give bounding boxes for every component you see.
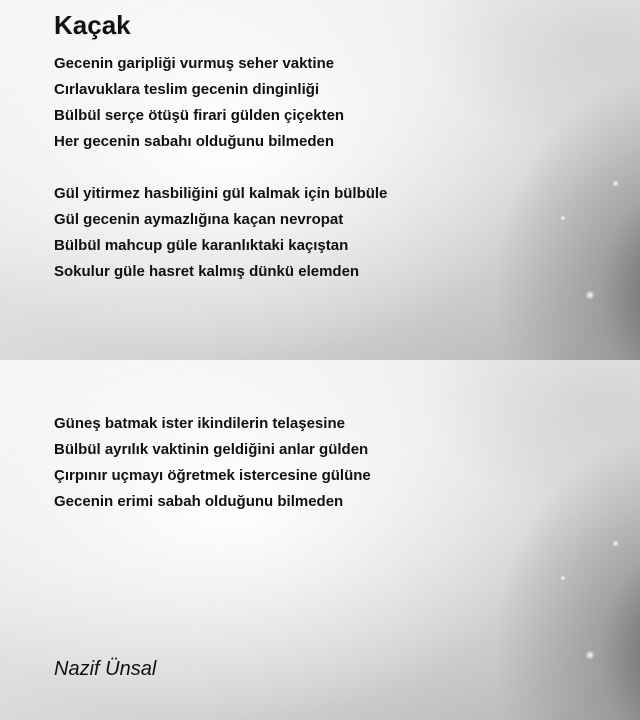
poem-title: Kaçak (54, 10, 131, 40)
poem-line: Güneş batmak ister ikindilerin telaşesine (54, 415, 345, 432)
sparkle-decoration (560, 575, 566, 581)
poem-line: Çırpınır uçmayı öğretmek istercesine gülüne (54, 467, 371, 484)
poem-author: Nazif Ünsal (54, 658, 157, 680)
poem-line: Gül yitirmez hasbiliğini gül kalmak için bülbüle (54, 185, 388, 202)
sparkle-decoration (612, 180, 619, 187)
stanza-2 (54, 181, 387, 285)
poem-line: Her gecenin sabahı olduğunu bilmeden (54, 133, 335, 150)
poem-panel-bottom (0, 360, 640, 720)
poem-line: Gecenin garipliği vurmuş seher vaktine (54, 55, 335, 72)
poem-line: Bülbül ayrılık vaktinin geldiğini anlar gülden (54, 441, 369, 458)
poem-line: Bülbül mahcup güle karanlıktaki kaçıştan (54, 237, 349, 254)
poem-line: Sokulur güle hasret kalmış dünkü elemden (54, 263, 360, 280)
stanza-1 (54, 51, 344, 155)
sparkle-decoration (612, 540, 619, 547)
sparkle-decoration (560, 215, 566, 221)
sparkle-decoration (585, 290, 595, 300)
poem-line: Bülbül serçe ötüşü firari gülden çiçekten (54, 107, 345, 124)
stanza-3 (54, 411, 371, 515)
poem-line: Cırlavuklara teslim gecenin dinginliği (54, 81, 320, 98)
sparkle-decoration (585, 650, 595, 660)
poem-line: Gecenin erimi sabah olduğunu bilmeden (54, 493, 344, 510)
poem-line: Gül gecenin aymazlığına kaçan nevropat (54, 211, 344, 228)
